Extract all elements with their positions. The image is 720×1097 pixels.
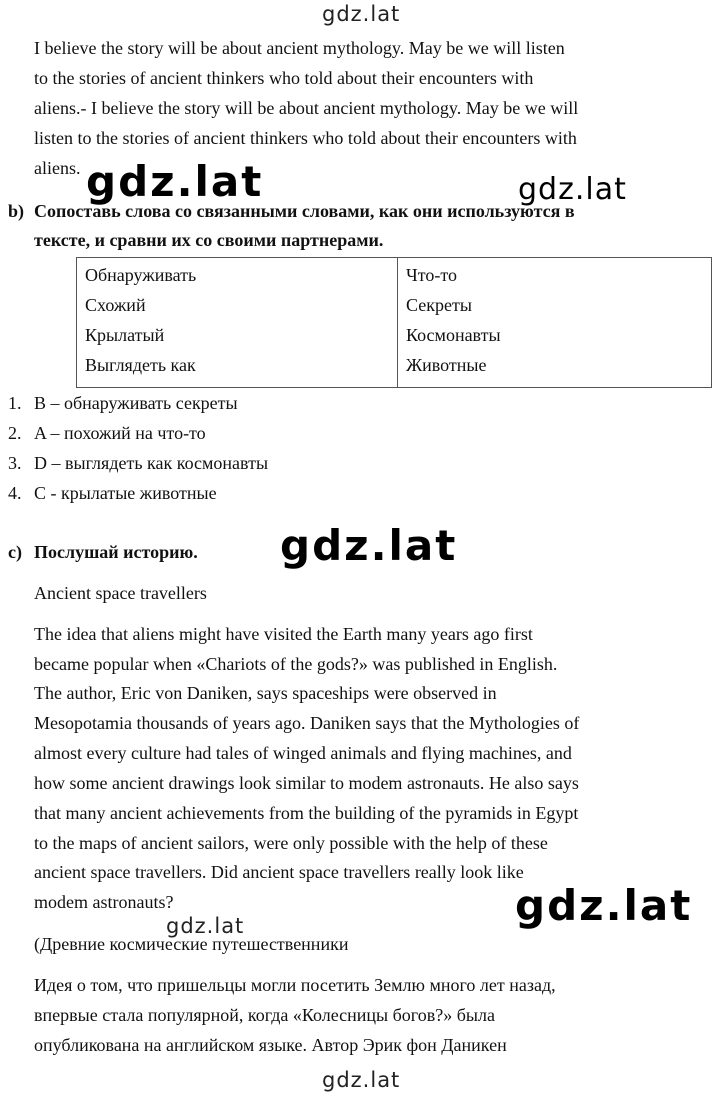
intro-line: to the stories of ancient thinkers who told about their encounters with [34, 68, 534, 88]
left-word: Выглядеть как [85, 355, 196, 375]
section-b-label: b) [8, 201, 25, 221]
story-line: ancient space travellers. Did ancient space travellers really look like [34, 862, 524, 882]
watermark-large: gdz.lat [280, 521, 458, 570]
left-column [77, 258, 398, 388]
watermark-large: gdz.lat [515, 881, 693, 930]
story-line: to the maps of ancient sailors, were only possible with the help of these [34, 833, 548, 853]
right-word: Космонавты [406, 325, 501, 345]
story-title: Ancient space travellers [34, 583, 207, 603]
story-line: The author, Eric von Daniken, says spaceships were observed in [34, 683, 497, 703]
story-line: how some ancient drawings look similar to modem astronauts. He also says [34, 773, 579, 793]
watermark-large: gdz.lat [86, 157, 264, 206]
right-word: Животные [406, 355, 487, 375]
story-line: The idea that aliens might have visited the Earth many years ago first [34, 624, 533, 644]
story-line: modem astronauts? [34, 892, 174, 912]
answer-number: 1. [8, 393, 22, 413]
translation-line: впервые стала популярной, когда «Колесницы богов?» была [34, 1005, 495, 1025]
watermark-bottom: gdz.lat [322, 1068, 401, 1092]
story-line: became popular when «Chariots of the gods?» was published in English. [34, 654, 558, 674]
section-c-label: c) [8, 542, 22, 562]
left-word: Схожий [85, 295, 146, 315]
answer-text: A – похожий на что-то [34, 423, 206, 443]
right-word: Что-то [406, 265, 457, 285]
section-b-heading: тексте, и сравни их со своими партнерами. [34, 230, 384, 250]
answer-number: 4. [8, 483, 22, 503]
translation-line: опубликована на английском языке. Автор Эрик фон Даникен [34, 1035, 507, 1055]
translation-title: (Древние космические путешественники [34, 934, 349, 954]
translation-line: Идея о том, что пришельцы могли посетить Землю много лет назад, [34, 975, 556, 995]
left-word: Крылатый [85, 325, 165, 345]
right-word: Секреты [406, 295, 472, 315]
answer-text: B – обнаруживать секреты [34, 393, 238, 413]
watermark-medium: gdz.lat [518, 172, 627, 207]
left-word: Обнаруживать [85, 265, 197, 285]
story-line: that many ancient achievements from the building of the pyramids in Egypt [34, 803, 579, 823]
story-line: Mesopotamia thousands of years ago. Daniken says that the Mythologies of [34, 713, 580, 733]
section-b-heading: Сопоставь слова со связанными словами, как они используются в [34, 201, 575, 221]
matching-table [76, 257, 712, 388]
intro-line: aliens. [34, 158, 81, 178]
intro-line: listen to the stories of ancient thinkers who told about their encounters with [34, 128, 577, 148]
watermark-small: gdz.lat [166, 914, 245, 938]
answer-text: C - крылатые животные [34, 483, 217, 503]
intro-line: I believe the story will be about ancient mythology. May be we will listen [34, 38, 565, 58]
answer-number: 2. [8, 423, 22, 443]
answer-text: D – выглядеть как космонавты [34, 453, 269, 473]
answer-number: 3. [8, 453, 22, 473]
right-column [398, 258, 712, 388]
watermark-top: gdz.lat [322, 2, 401, 26]
section-c-heading: Послушай историю. [34, 542, 198, 562]
story-line: almost every culture had tales of winged animals and flying machines, and [34, 743, 572, 763]
intro-line: aliens.- I believe the story will be about ancient mythology. May be we will [34, 98, 579, 118]
